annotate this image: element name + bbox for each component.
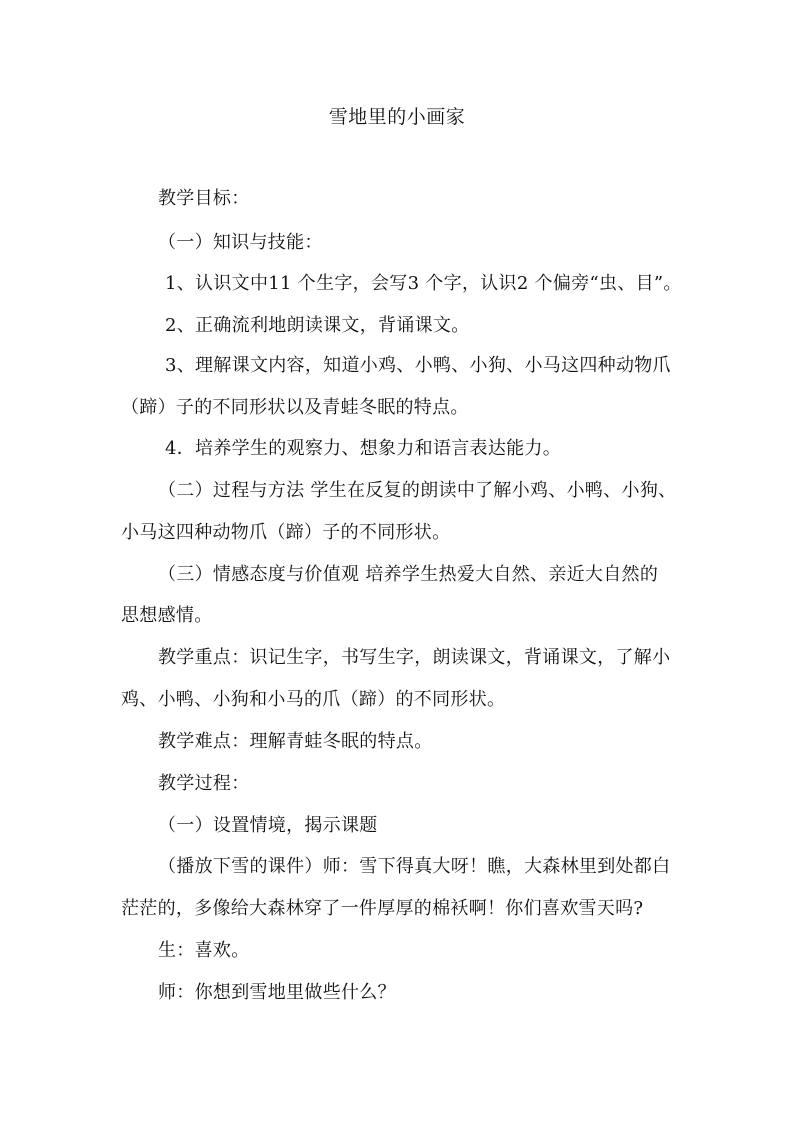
section-heading-teaching-goals: 教学目标： [158, 188, 250, 209]
teacher-question: 师：你想到雪地里做些什么？ [158, 982, 396, 1003]
section-heading-teaching-process: 教学过程： [158, 773, 250, 794]
teaching-key-points-continued: 鸡、小鸭、小狗和小马的爪（蹄）的不同形状。 [121, 689, 506, 710]
teacher-speech-paragraph-continued: 茫茫的，多像给大森林穿了一件厚厚的棉袄啊！你们喜欢雪天吗? [121, 898, 644, 919]
process-step-1-heading: （一）设置情境，揭示课题 [158, 815, 378, 836]
document-title: 雪地里的小画家 [328, 106, 466, 128]
goal-item-1: 1、认识文中11 个生字，会写3 个字，认识2 个偏旁“虫、目”。 [165, 273, 682, 294]
subsection-heading-knowledge-skills: （一）知识与技能： [158, 232, 323, 253]
student-reply: 生：喜欢。 [158, 940, 250, 961]
teaching-difficulty: 教学难点：理解青蛙冬眠的特点。 [158, 731, 433, 752]
subsection-process-methods: （二）过程与方法 学生在反复的朗读中了解小鸡、小鸭、小狗、 [158, 480, 677, 501]
goal-item-2: 2、正确流利地朗读课文，背诵课文。 [165, 315, 470, 336]
teacher-speech-paragraph: （播放下雪的课件）师：雪下得真大呀！瞧，大森林里到处都白 [158, 856, 671, 877]
subsection-emotion-values-continued: 思想感情。 [121, 605, 213, 626]
subsection-emotion-values: （三）情感态度与价值观 培养学生热爱大自然、亲近大自然的 [158, 564, 659, 585]
goal-item-3-continued: （蹄）子的不同形状以及青蛙冬眠的特点。 [121, 397, 469, 418]
goal-item-3: 3、理解课文内容，知道小鸡、小鸭、小狗、小马这四种动物爪 [165, 355, 671, 376]
teaching-key-points: 教学重点：识记生字，书写生字，朗读课文，背诵课文，了解小 [158, 647, 671, 668]
goal-item-4: 4．培养学生的观察力、想象力和语言表达能力。 [165, 438, 562, 459]
subsection-process-methods-continued: 小马这四种动物爪（蹄）子的不同形状。 [121, 522, 451, 543]
